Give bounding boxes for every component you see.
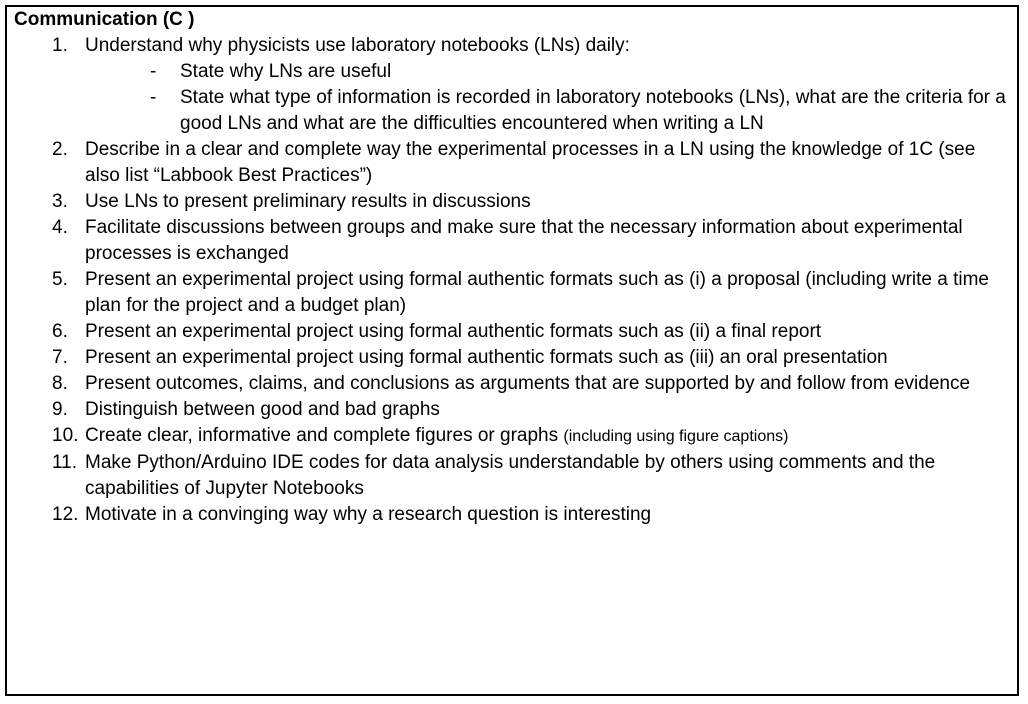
item-text: Describe in a clear and complete way the experimental processes in a LN using the knowledge of 1C (see also list “Labbook Best Practices”) (85, 139, 976, 186)
item-text: Facilitate discussions between groups and make sure that the necessary information about experimental processes is exchanged (85, 217, 963, 264)
list-item (14, 189, 1011, 215)
sub-list-item (85, 59, 1011, 85)
item-text: Understand why physicists use laboratory notebooks (LNs) daily: (85, 35, 630, 56)
item-text: Present an experimental project using formal authentic formats such as (i) a proposal (including write a time plan for the project and a budget plan) (85, 269, 989, 316)
sub-list-item (85, 85, 1011, 137)
list-item (14, 215, 1011, 267)
competency-list (14, 33, 1011, 528)
sub-item-text: State why LNs are useful (180, 61, 392, 82)
item-number: 7. (52, 347, 68, 368)
section-title: Communication (C ) (14, 9, 195, 30)
item-number: 8. (52, 373, 68, 394)
list-item (14, 33, 1011, 137)
item-number: 6. (52, 321, 68, 342)
list-item (14, 423, 1011, 450)
item-number: 1. (52, 35, 68, 56)
item-text: Present an experimental project using formal authentic formats such as (ii) a final report (85, 321, 822, 342)
item-number: 3. (52, 191, 68, 212)
list-item (14, 502, 1011, 528)
item-text: Use LNs to present preliminary results in discussions (85, 191, 531, 212)
dash-marker: - (150, 87, 157, 108)
item-text: Create clear, informative and complete figures or graphs (85, 425, 559, 446)
dash-marker: - (150, 61, 157, 82)
item-note: (including using figure captions) (563, 428, 789, 445)
item-number: 10. (52, 425, 79, 446)
item-number: 2. (52, 139, 68, 160)
item-text: Distinguish between good and bad graphs (85, 399, 440, 420)
list-item (14, 267, 1011, 319)
item-number: 4. (52, 217, 68, 238)
item-text: Motivate in a convinging way why a research question is interesting (85, 504, 652, 525)
item-text: Present outcomes, claims, and conclusions as arguments that are supported by and follow from evidence (85, 373, 971, 394)
item-number: 12. (52, 504, 79, 525)
item-number: 5. (52, 269, 68, 290)
list-item (14, 137, 1011, 189)
item-number: 11. (52, 452, 78, 473)
item-text: Present an experimental project using formal authentic formats such as (iii) an oral presentation (85, 347, 888, 368)
list-item (14, 397, 1011, 423)
list-item (14, 345, 1011, 371)
item-text: Make Python/Arduino IDE codes for data analysis understandable by others using comments and the capabilities of Jupyter Notebooks (85, 452, 936, 499)
sub-item-text: State what type of information is recorded in laboratory notebooks (LNs), what are the criteria for a good LNs and what are the difficulties encountered when writing a LN (180, 87, 1006, 134)
item-number: 9. (52, 399, 68, 420)
list-item (14, 319, 1011, 345)
list-item (14, 450, 1011, 502)
document-box (5, 5, 1019, 696)
list-item (14, 371, 1011, 397)
sub-list (85, 59, 1011, 137)
